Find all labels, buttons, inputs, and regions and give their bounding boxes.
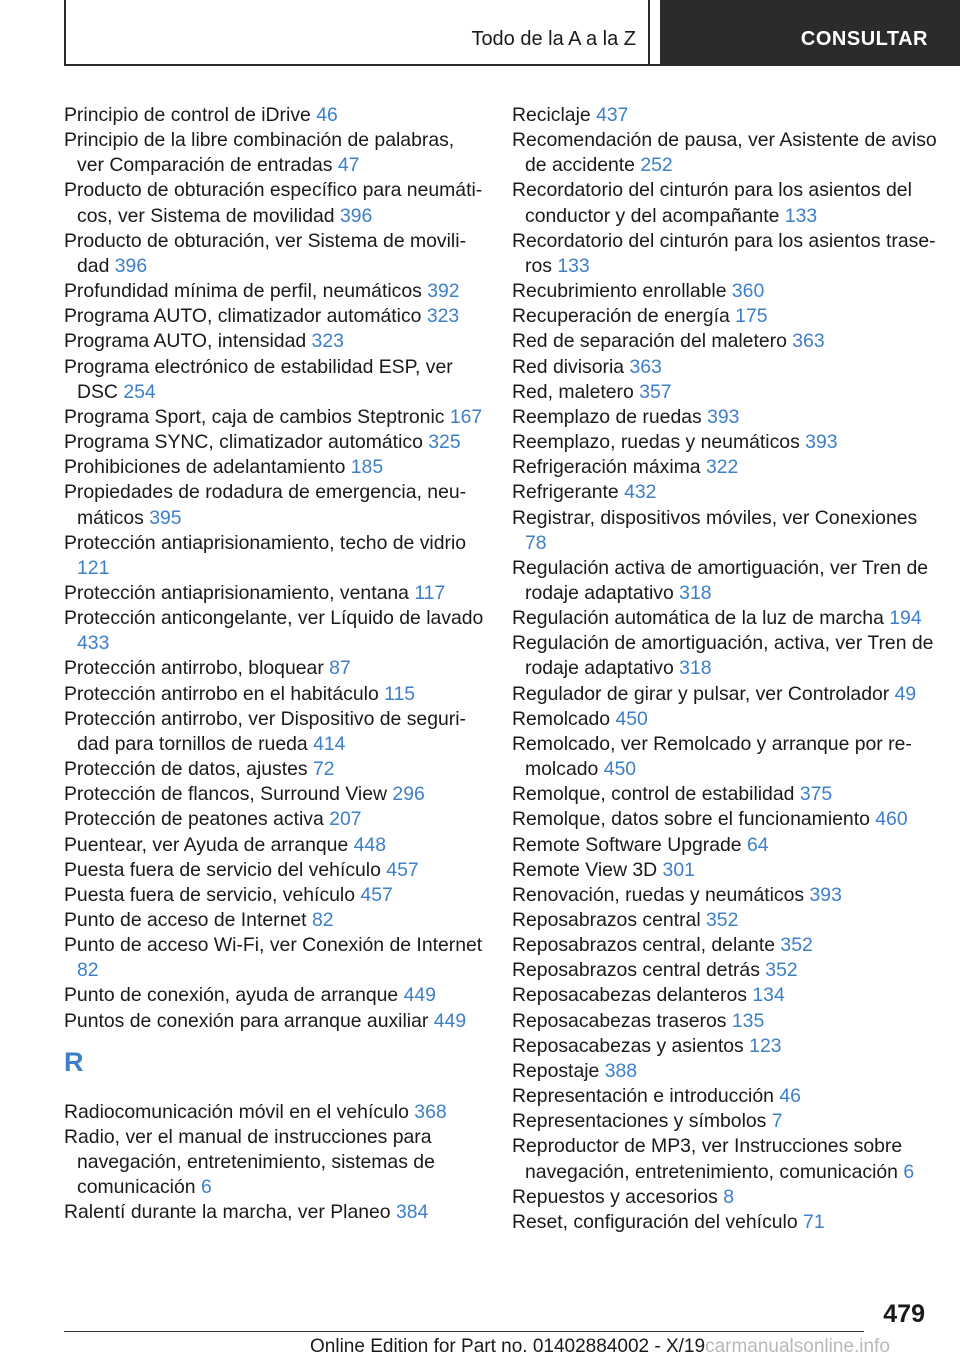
index-entry-page-link[interactable]: 123	[749, 1034, 782, 1057]
index-entry-text: Registrar, dispositivos móviles, ver Conexiones	[512, 506, 918, 529]
index-entry	[512, 883, 942, 908]
index-entry	[512, 782, 942, 807]
index-entry	[512, 103, 942, 128]
index-entry-page-link[interactable]: 457	[386, 858, 419, 881]
index-entry	[64, 1009, 484, 1034]
index-entry-text: Protección de flancos, Surround View	[64, 783, 388, 806]
index-entry-page-link[interactable]: 450	[603, 758, 637, 781]
index-entry-page-link[interactable]: 301	[662, 858, 695, 881]
index-entry	[512, 405, 942, 430]
index-list-p	[64, 103, 484, 1034]
index-entry-text: Programa AUTO, intensidad	[64, 330, 307, 353]
index-entry-page-link[interactable]: 393	[707, 405, 740, 428]
index-entry	[64, 430, 484, 455]
index-entry	[512, 1034, 942, 1059]
index-entry	[512, 128, 942, 178]
index-entry	[512, 455, 942, 480]
index-entry-page-link[interactable]: 414	[313, 732, 346, 755]
index-entry-text: Producto de obturación, ver Sistema de movilidad	[64, 229, 467, 277]
index-entry-page-link[interactable]: 323	[426, 305, 460, 328]
footer	[310, 1336, 890, 1358]
index-entry-page-link[interactable]: 393	[809, 883, 842, 906]
index-entry	[64, 531, 484, 581]
index-entry-text: Protección de peatones activa	[64, 808, 324, 831]
index-entry	[512, 707, 942, 732]
index-entry-page-link[interactable]: 72	[313, 758, 335, 781]
index-entry-page-link[interactable]: 396	[114, 254, 148, 277]
index-entry-page-link[interactable]: 64	[746, 833, 769, 856]
index-entry-text: Reciclaje	[512, 104, 591, 126]
index-entry-page-link[interactable]: 115	[384, 682, 416, 705]
index-entry	[64, 757, 484, 782]
index-entry-text: Refrigerante	[512, 481, 619, 504]
index-entry	[512, 933, 942, 958]
index-entry	[512, 178, 942, 228]
index-entry-text: Propiedades de rodadura de emergencia, neumáticos	[64, 481, 467, 529]
index-entry-page-link[interactable]: 134	[752, 984, 785, 1007]
index-entry-text: Protección anticongelante, ver Líquido de lavado	[64, 607, 484, 630]
index-entry	[512, 858, 942, 883]
index-entry	[64, 858, 484, 883]
index-entry	[64, 355, 484, 405]
index-entry-text: Remote View 3D	[512, 858, 658, 881]
index-entry-page-link[interactable]: 352	[780, 934, 813, 957]
index-entry-text: Reposabrazos central, delante	[512, 934, 776, 957]
index-entry	[64, 178, 484, 228]
index-entry-page-link[interactable]: 87	[329, 657, 351, 680]
index-entry-text: Reemplazo, ruedas y neumáticos	[512, 431, 800, 454]
index-entry	[64, 908, 484, 933]
index-entry-text: Protección antirrobo, ver Dispositivo de seguridad para tornillos de rueda	[64, 707, 467, 755]
index-entry	[512, 506, 942, 556]
index-entry-page-link[interactable]: 296	[392, 783, 425, 806]
index-entry	[512, 606, 942, 631]
index-column-right	[512, 103, 942, 1235]
index-entry	[512, 279, 942, 304]
index-entry-page-link[interactable]: 254	[123, 380, 156, 403]
index-entry	[64, 128, 484, 178]
index-entry-page-link[interactable]: 437	[596, 104, 629, 126]
index-entry-page-link[interactable]: 375	[799, 783, 833, 806]
index-entry	[512, 1084, 942, 1109]
index-entry-text: Recubrimiento enrollable	[512, 280, 727, 303]
index-entry-page-link[interactable]: 82	[77, 959, 99, 982]
index-entry	[64, 405, 484, 430]
index-entry	[64, 606, 484, 656]
index-entry-page-link[interactable]: 322	[705, 456, 739, 479]
index-entry-text: Repostaje	[512, 1059, 600, 1082]
index-entry	[512, 1109, 942, 1134]
index-entry-page-link[interactable]: 175	[735, 305, 768, 328]
footer-watermark[interactable]: carmanualsonline.info	[705, 1336, 890, 1357]
index-entry-page-link[interactable]: 396	[339, 204, 373, 227]
index-entry	[64, 807, 484, 832]
index-entry-text: Programa Sport, caja de cambios Steptronic	[64, 405, 445, 428]
index-entry-page-link[interactable]: 252	[640, 154, 673, 177]
index-entry-text: Puentear, ver Ayuda de arranque	[64, 833, 349, 856]
header-tab-label: Todo de la A a la Z	[471, 28, 636, 50]
header-separator	[648, 0, 650, 66]
index-entry-text: Remolque, control de estabilidad	[512, 783, 795, 806]
index-entry	[512, 355, 942, 380]
index-entry-text: Reposacabezas y asientos	[512, 1034, 744, 1057]
index-entry-text: Reproductor de MP3, ver Instrucciones sobre navegación, entretenimiento, comunicación	[512, 1135, 903, 1183]
index-entry-page-link[interactable]: 393	[805, 431, 838, 454]
index-entry-text: Remote Software Upgrade	[512, 833, 742, 856]
index-entry-text: Programa SYNC, climatizador automático	[64, 431, 423, 454]
index-entry-page-link[interactable]: 207	[329, 808, 362, 831]
header-section-tab[interactable]	[660, 0, 960, 64]
index-entry	[512, 1059, 942, 1084]
index-entry	[512, 682, 942, 707]
index-entry-text: Red de separación del maletero	[512, 330, 787, 353]
index-entry-text: Red divisoria	[512, 355, 625, 378]
index-entry-page-link[interactable]: 363	[629, 355, 662, 378]
index-entry	[512, 908, 942, 933]
index-entry-page-link[interactable]: 384	[395, 1201, 429, 1224]
index-entry-text: Regulación activa de amortiguación, ver Tren de rodaje adaptativo	[512, 556, 929, 604]
index-entry-text: Reposacabezas traseros	[512, 1009, 727, 1032]
index-entry-page-link[interactable]: 360	[731, 280, 765, 303]
index-entry-text: Recomendación de pausa, ver Asistente de aviso de accidente	[512, 129, 937, 177]
index-entry-text: Principio de la libre combinación de palabras, ver Comparación de entradas	[64, 129, 455, 177]
index-entry	[64, 1200, 484, 1225]
header-tab[interactable]	[66, 0, 648, 64]
index-entry-text: Punto de conexión, ayuda de arranque	[64, 984, 399, 1007]
index-entry	[512, 833, 942, 858]
index-entry-text: Repuestos y accesorios	[512, 1185, 718, 1208]
index-entry-page-link[interactable]: 167	[449, 405, 483, 428]
index-entry-text: Punto de acceso de Internet	[64, 909, 307, 931]
footer-rule	[64, 1331, 864, 1332]
index-entry-text: Representación e introducción	[512, 1085, 774, 1108]
index-entry-text: Reemplazo de ruedas	[512, 405, 702, 428]
index-entry-page-link[interactable]: 6	[200, 1176, 212, 1199]
index-entry	[64, 304, 484, 329]
index-entry-text: Protección antiaprisionamiento, ventana	[64, 581, 409, 604]
index-entry	[64, 682, 484, 707]
index-entry-text: Regulación de amortiguación, activa, ver Tren de rodaje adaptativo	[512, 632, 934, 680]
index-entry-text: Radiocomunicación móvil en el vehículo	[64, 1100, 409, 1123]
index-entry-text: Prohibiciones de adelantamiento	[64, 456, 346, 479]
index-entry-page-link[interactable]: 368	[414, 1100, 447, 1123]
index-entry-text: Puesta fuera de servicio, vehículo	[64, 883, 356, 906]
index-entry	[512, 229, 942, 279]
index-entry	[512, 329, 942, 354]
index-entry-page-link[interactable]: 392	[427, 280, 460, 303]
index-entry-page-link[interactable]: 363	[792, 330, 825, 353]
index-entry	[512, 480, 942, 505]
index-entry-text: Ralentí durante la marcha, ver Planeo	[64, 1201, 391, 1224]
index-entry-page-link[interactable]: 78	[525, 531, 547, 554]
index-entry-page-link[interactable]: 46	[316, 104, 338, 126]
index-entry	[512, 1185, 942, 1210]
index-entry	[512, 631, 942, 681]
index-entry-page-link[interactable]: 433	[77, 632, 110, 655]
index-entry-text: Punto de acceso Wi-Fi, ver Conexión de Internet	[64, 934, 483, 957]
index-entry-page-link[interactable]: 457	[360, 883, 393, 906]
index-entry	[64, 329, 484, 354]
index-entry-text: Remolcado, ver Remolcado y arranque por remolcado	[512, 732, 912, 781]
index-entry-text: Radio, ver el manual de instrucciones para navegación, entretenimiento, sistemas de comunicación	[64, 1125, 435, 1199]
header-rule	[64, 64, 960, 66]
index-entry-text: Programa AUTO, climatizador automático	[64, 305, 422, 328]
index-entry-text: Recuperación de energía	[512, 305, 730, 328]
index-entry-text: Representaciones y símbolos	[512, 1110, 767, 1133]
index-entry	[64, 480, 484, 530]
index-entry	[512, 380, 942, 405]
index-list-r-left	[64, 1100, 484, 1226]
index-entry-text: Remolcado	[512, 707, 611, 730]
index-entry	[512, 732, 942, 782]
index-entry-page-link[interactable]: 82	[311, 909, 334, 931]
index-entry-text: Protección antirrobo en el habitáculo	[64, 682, 379, 705]
index-entry-page-link[interactable]: 133	[784, 204, 818, 227]
index-entry	[64, 103, 484, 128]
index-entry-page-link[interactable]: 352	[706, 909, 739, 931]
index-entry-page-link[interactable]: 395	[149, 506, 182, 529]
index-entry-text: Refrigeración máxima	[512, 456, 701, 479]
index-entry-page-link[interactable]: 6	[903, 1160, 915, 1183]
index-entry-page-link[interactable]: 448	[353, 833, 386, 856]
index-entry-text: Reposabrazos central detrás	[512, 959, 760, 982]
index-entry	[512, 430, 942, 455]
index-entry-text: Regulación automática de la luz de marcha	[512, 607, 884, 630]
index-entry-page-link[interactable]: 325	[428, 431, 461, 454]
index-entry-text: Protección de datos, ajustes	[64, 758, 308, 781]
index-entry-page-link[interactable]: 449	[403, 984, 436, 1007]
page-number: 479	[883, 1300, 925, 1328]
index-entry	[512, 556, 942, 606]
index-entry-text: Regulador de girar y pulsar, ver Controlador	[512, 682, 890, 705]
index-entry-text: Puntos de conexión para arranque auxiliar	[64, 1009, 429, 1032]
index-entry	[512, 983, 942, 1008]
index-entry-page-link[interactable]: 388	[604, 1059, 638, 1082]
index-column-left	[64, 103, 484, 1226]
index-entry	[64, 933, 484, 983]
index-entry	[64, 455, 484, 480]
index-entry-page-link[interactable]: 46	[779, 1085, 801, 1108]
index-entry-text: Protección antirrobo, bloquear	[64, 657, 324, 680]
index-entry	[64, 581, 484, 606]
index-entry-text: Producto de obturación específico para neumáticos, ver Sistema de movilidad	[64, 179, 483, 227]
index-entry-page-link[interactable]: 7	[771, 1110, 783, 1133]
index-entry-page-link[interactable]: 357	[639, 380, 672, 403]
index-entry-page-link[interactable]: 432	[624, 481, 657, 504]
index-entry-text: Renovación, ruedas y neumáticos	[512, 883, 805, 906]
index-entry	[64, 782, 484, 807]
index-entry-page-link[interactable]: 135	[731, 1009, 765, 1032]
index-entry-text: Red, maletero	[512, 380, 634, 403]
index-entry	[64, 279, 484, 304]
index-entry-page-link[interactable]: 121	[77, 556, 110, 579]
index-entry-text: Protección antiaprisionamiento, techo de vidrio	[64, 531, 467, 554]
index-entry-text: Profundidad mínima de perfil, neumáticos	[64, 280, 422, 303]
index-entry-page-link[interactable]: 194	[889, 607, 922, 630]
index-entry	[512, 958, 942, 983]
index-entry	[64, 707, 484, 757]
index-entry-text: Recordatorio del cinturón para los asientos del conductor y del acompañante	[512, 179, 912, 227]
index-entry	[64, 833, 484, 858]
index-entry-text: Recordatorio del cinturón para los asientos traseros	[512, 229, 936, 277]
header-section-label: CONSULTAR	[800, 28, 928, 50]
index-entry-page-link[interactable]: 47	[337, 154, 360, 177]
index-entry-text: Reposabrazos central	[512, 909, 701, 931]
index-entry	[64, 983, 484, 1008]
index-entry-page-link[interactable]: 318	[679, 581, 712, 604]
index-entry	[512, 1210, 942, 1235]
index-entry-page-link[interactable]: 133	[557, 254, 590, 277]
index-entry-page-link[interactable]: 49	[894, 682, 917, 705]
index-entry-text: Remolque, datos sobre el funcionamiento	[512, 808, 870, 831]
index-entry-page-link[interactable]: 352	[765, 959, 798, 982]
index-entry-text: Reset, configuración del vehículo	[512, 1210, 798, 1233]
index-entry	[64, 883, 484, 908]
index-entry-page-link[interactable]: 8	[723, 1185, 735, 1208]
index-entry-page-link[interactable]: 323	[311, 330, 344, 353]
footer-edition-text: Online Edition for Part no. 01402884002 - X/19	[310, 1336, 706, 1357]
index-entry-page-link[interactable]: 460	[875, 808, 908, 831]
index-entry	[64, 1100, 484, 1125]
index-entry	[512, 807, 942, 832]
index-entry-page-link[interactable]: 71	[803, 1210, 825, 1233]
index-entry-text: Puesta fuera de servicio del vehículo	[64, 858, 381, 881]
index-entry	[512, 1009, 942, 1034]
index-entry	[64, 656, 484, 681]
index-entry-text: Principio de control de iDrive	[64, 104, 311, 126]
index-list-r-right	[512, 103, 942, 1235]
index-entry-page-link[interactable]: 185	[350, 456, 384, 479]
index-entry	[512, 1134, 942, 1184]
index-entry	[64, 229, 484, 279]
section-letter: R	[64, 1046, 84, 1077]
index-entry-page-link[interactable]: 450	[615, 707, 648, 730]
index-entry-page-link[interactable]: 449	[433, 1009, 467, 1032]
index-entry-page-link[interactable]: 318	[679, 657, 712, 680]
index-entry-page-link[interactable]: 117	[414, 581, 446, 604]
index-entry	[64, 1125, 484, 1200]
index-entry-text: Programa electrónico de estabilidad ESP, ver DSC	[64, 355, 453, 403]
index-entry-text: Reposacabezas delanteros	[512, 984, 747, 1007]
index-entry	[512, 304, 942, 329]
